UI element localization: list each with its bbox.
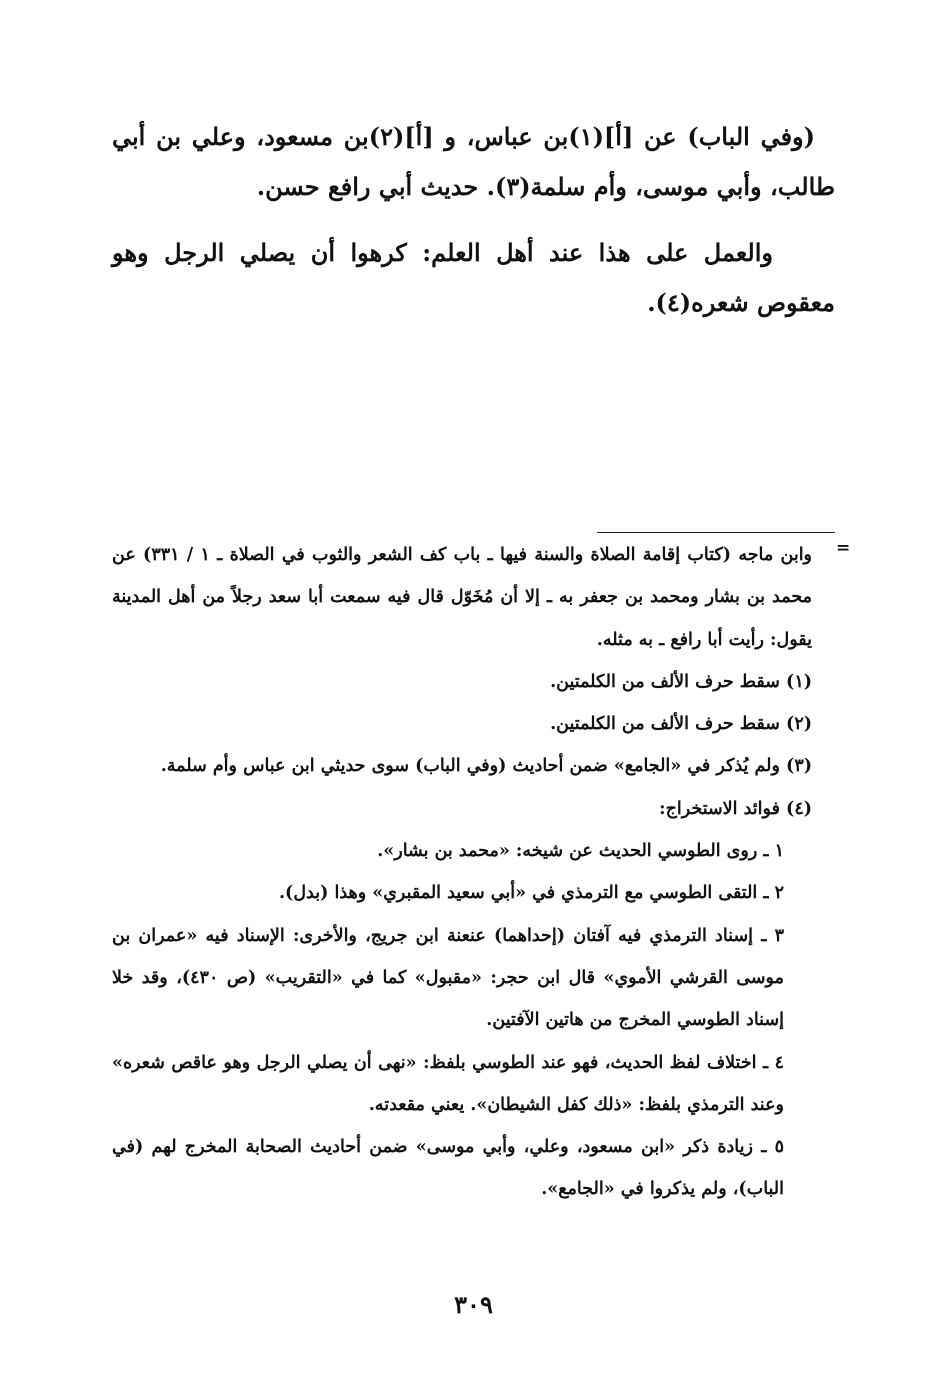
footnote-4-item: ٣ ـ إسناد الترمذي فيه آفتان (إحداهما) عنعنة ابن جريج، والأخرى: الإسناد فيه «عمران بن موسى القرشي الأموي» قال ابن حجر: «مقبول» كما في «التقريب» (ص ٤٣٠)، وقد خلا إسناد الطوسي المخرج من هاتين الآفتين.	[112, 925, 784, 1031]
footnote-4-item: ٤ ـ اختلاف لفظ الحديث، فهو عند الطوسي بلفظ: «نهى أن يصلي الرجل وهو عاقص شعره» وعند الترمذي بلفظ: «ذلك كفل الشيطان». يعني مقعدته.	[112, 1052, 784, 1115]
main-paragraph-1	[112, 112, 835, 212]
continuation-mark: =	[836, 538, 851, 558]
footnote-separator	[597, 532, 835, 533]
footnote-4-heading: (٤) فوائد الاستخراج:	[659, 798, 812, 819]
footnotes	[112, 534, 812, 1211]
footnote-2: (٢) سقط حرف الألف من الكلمتين.	[550, 714, 812, 735]
main-paragraph-2	[112, 228, 835, 328]
page-number: ٣٠٩	[454, 1290, 493, 1319]
footnote-continuation: وابن ماجه (كتاب إقامة الصلاة والسنة فيها ـ باب كف الشعر والثوب في الصلاة ـ ١ / ٣٣١) عن محمد بن بشار ومحمد بن جعفر به ـ إلا أن مُخَوّل قال فيه سمعت أبا سعد رجلاً من أهل المدينة يقول: رأيت أبا رافع ـ به مثله.	[112, 545, 813, 650]
amal-text: والعمل على هذا عند أهل العلم: كرهوا أن يصلي الرجل وهو معقوص شعره(٤).	[112, 238, 835, 317]
footnote-4-item: ١ ـ روى الطوسي الحديث عن شيخه: «محمد بن بشار».	[377, 841, 784, 862]
footnote-4-item: ٥ ـ زيادة ذكر «ابن مسعود، وعلي، وأبي موسى» ضمن أحاديث الصحابة المخرج لهم (في الباب)، ولم يذكروا في «الجامع».	[112, 1137, 784, 1200]
footnote-1: (١) سقط حرف الألف من الكلمتين.	[550, 671, 812, 692]
footnote-4-item: ٢ ـ التقى الطوسي مع الترمذي في «أبي سعيد المقبري» وهذا (بدل).	[278, 883, 784, 904]
hadith-bab-text: (وفي الباب) عن [أ](١)بن عباس، و [أ](٢)بن مسعود، وعلي بن أبي طالب، وأبي موسى، وأم سلمة(٣). حديث أبي رافع حسن.	[112, 122, 835, 201]
footnote-3: (٣) ولم يُذكر في «الجامع» ضمن أحاديث (وفي الباب) سوى حديثي ابن عباس وأم سلمة.	[160, 756, 812, 777]
